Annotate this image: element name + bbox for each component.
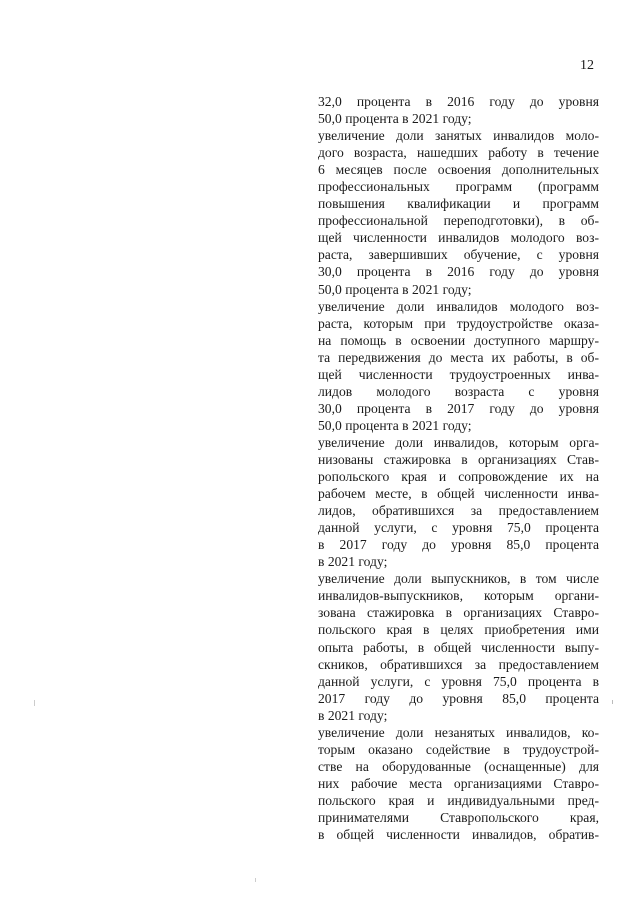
text-line: зована стажировка в организациях Ставро-: [318, 605, 599, 621]
text-line: стве на оборудованные (оснащенные) для: [318, 758, 599, 774]
text-line: 50,0 процента в 2021 году;: [318, 281, 472, 297]
text-line: данной услуги, с уровня 75,0 процента в: [318, 673, 599, 689]
text-line: 2017 году до уровня 85,0 процента: [318, 690, 599, 706]
text-line: опыта работы, в общей численности выпу-: [318, 639, 599, 655]
text-line: 6 месяцев после освоения дополнительных: [318, 162, 599, 178]
text-line: повышения квалификации и программ: [318, 196, 599, 212]
scan-speck: [255, 878, 256, 882]
text-line: раста, которым при трудоустройстве оказа-: [318, 315, 599, 331]
text-line: увеличение доли выпускников, в том числе: [318, 571, 599, 587]
text-line: низованы стажировка в организациях Став-: [318, 451, 599, 467]
text-line: увеличение доли инвалидов молодого воз-: [318, 298, 599, 314]
text-line: ропольского края и сопровождение их на: [318, 469, 599, 485]
text-line: раста, завершивших обучение, с уровня: [318, 247, 599, 263]
text-line: профессиональной переподготовки), в об-: [318, 213, 599, 229]
text-line: польского края и индивидуальными пред-: [318, 792, 599, 808]
body-text: [318, 93, 599, 843]
text-line: профессиональных программ (программ: [318, 179, 599, 195]
text-line: польского края в целях приобретения ими: [318, 622, 599, 638]
text-line: щей численности трудоустроенных инва-: [318, 366, 599, 382]
text-line: увеличение доли инвалидов, которым орга-: [318, 434, 599, 450]
text-line: скников, обратившихся за предоставлением: [318, 656, 599, 672]
text-line: в 2017 году до уровня 85,0 процента: [318, 537, 599, 553]
text-line: лидов молодого возраста с уровня: [318, 383, 599, 399]
text-line: 50,0 процента в 2021 году;: [318, 417, 472, 433]
text-line: 32,0 процента в 2016 году до уровня: [318, 94, 599, 109]
text-line: в общей численности инвалидов, обратив-: [318, 827, 599, 843]
text-line: та передвижения до места их работы, в об-: [318, 349, 599, 365]
text-line: рабочем месте, в общей численности инва-: [318, 486, 599, 502]
scan-speck: [34, 700, 35, 706]
text-line: в 2021 году;: [318, 707, 388, 723]
text-line: инвалидов-выпускников, которым органи-: [318, 588, 599, 604]
text-line: 30,0 процента в 2016 году до уровня: [318, 264, 599, 280]
text-line: 30,0 процента в 2017 году до уровня: [318, 400, 599, 416]
text-line: данной услуги, с уровня 75,0 процента: [318, 520, 599, 536]
text-line: увеличение доли занятых инвалидов моло-: [318, 128, 599, 144]
scan-speck: [612, 700, 613, 704]
text-line: них рабочие места организациями Ставро-: [318, 775, 599, 791]
text-line: 50,0 процента в 2021 году;: [318, 111, 472, 127]
text-line: лидов, обратившихся за предоставлением: [318, 503, 599, 519]
text-line: принимателями Ставропольского края,: [318, 809, 599, 825]
page-number: 12: [580, 58, 594, 73]
text-line: торым оказано содействие в трудоустрой-: [318, 741, 599, 757]
text-line: щей численности инвалидов молодого воз-: [318, 230, 599, 246]
text-line: увеличение доли незанятых инвалидов, ко-: [318, 724, 599, 740]
text-line: дого возраста, нашедших работу в течение: [318, 145, 599, 161]
text-line: в 2021 году;: [318, 554, 388, 570]
text-line: на помощь в освоении доступного маршру-: [318, 332, 599, 348]
